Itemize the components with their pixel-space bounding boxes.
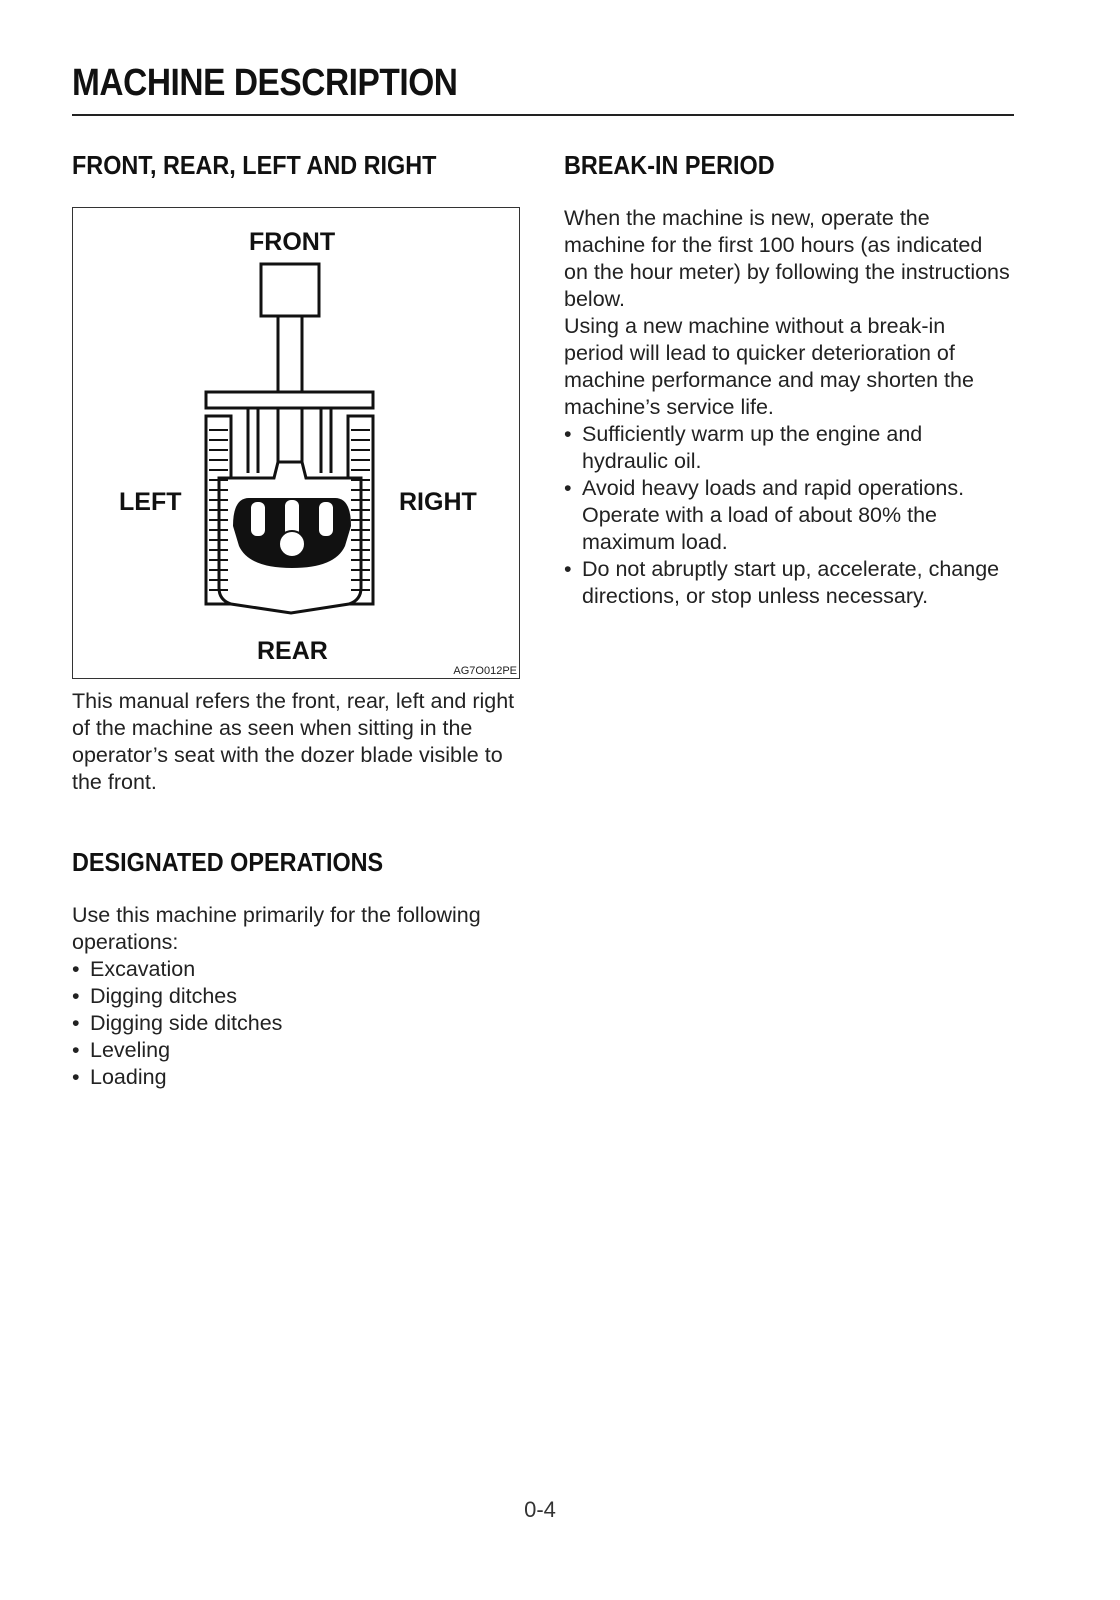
orientation-caption (72, 688, 522, 796)
break-in-para-2: Using a new machine without a break-in period will lead to quicker deterioration of machine performance and may shorten the machine’s service life. (564, 314, 974, 419)
list-item: • Leveling (72, 1037, 522, 1064)
list-item: • Avoid heavy loads and rapid operations. Operate with a load of about 80% the maximum load. (564, 475, 1010, 556)
designated-operations-body (72, 902, 522, 1091)
orientation-figure (72, 207, 520, 679)
page-title: MACHINE DESCRIPTION (72, 62, 458, 104)
label-rear: REAR (257, 637, 328, 665)
page-number: 0-4 (524, 1497, 556, 1522)
list-item: • Sufficiently warm up the engine and hydraulic oil. (564, 421, 1010, 475)
list-item: • Loading (72, 1064, 522, 1091)
label-front: FRONT (249, 228, 336, 256)
orientation-caption-text: This manual refers the front, rear, left and right of the machine as seen when sitting in the operator’s seat with the dozer blade visible to the front. (72, 689, 515, 794)
break-in-heading: BREAK-IN PERIOD (564, 150, 775, 180)
designated-operations-list (72, 956, 522, 1091)
designated-intro: Use this machine primarily for the following operations: (72, 903, 481, 954)
break-in-para-1: When the machine is new, operate the machine for the first 100 hours (as indicated on the hour meter) by following the instructions below. (564, 206, 1010, 311)
list-item: • Digging side ditches (72, 1010, 522, 1037)
front-rear-heading: FRONT, REAR, LEFT AND RIGHT (72, 150, 437, 180)
break-in-body (564, 205, 1010, 610)
break-in-list (564, 421, 1010, 610)
designated-operations-heading: DESIGNATED OPERATIONS (72, 847, 384, 877)
label-left: LEFT (119, 488, 182, 516)
label-right: RIGHT (399, 488, 477, 516)
list-item: • Excavation (72, 956, 522, 983)
title-divider (72, 114, 1014, 116)
figure-code: AG7O012PE (453, 665, 517, 677)
machine-top-view-icon (73, 208, 521, 680)
list-item: • Do not abruptly start up, accelerate, change directions, or stop unless necessary. (564, 556, 1010, 610)
list-item: • Digging ditches (72, 983, 522, 1010)
